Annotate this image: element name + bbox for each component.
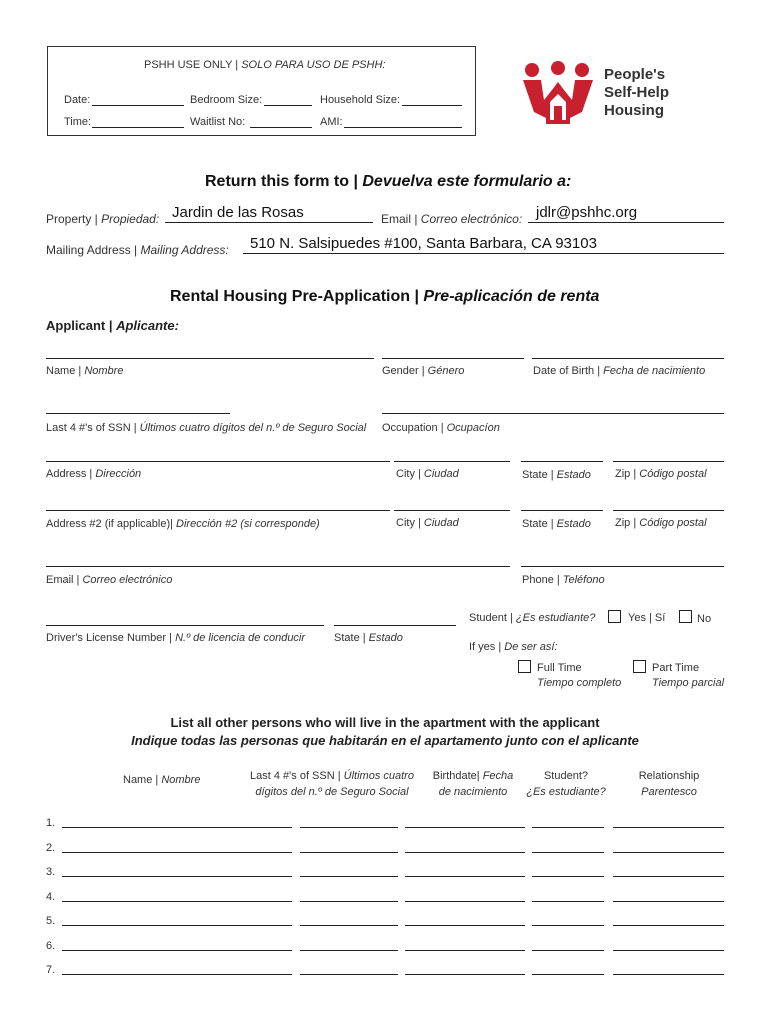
form-title: Rental Housing Pre-Application | Pre-aplicación de renta [170,288,600,305]
ami-field[interactable] [344,127,462,128]
row-number: 7. [46,964,56,976]
zip-field[interactable] [613,461,724,462]
return-email-label: Email | Correo electrónico: [381,212,523,226]
student-label: Student | ¿Es estudiante? [469,612,596,624]
row-name-field[interactable] [62,925,292,926]
office-use-box [47,46,476,136]
row-student-field[interactable] [532,925,604,926]
dl-state-label: State | Estado [334,632,403,644]
bedroom-label: Bedroom Size: [190,94,263,106]
row-ssn-field[interactable] [300,974,398,975]
row-relationship-field[interactable] [613,901,724,902]
row-name-field[interactable] [62,901,292,902]
property-line [165,222,373,223]
row-birthdate-field[interactable] [405,876,525,877]
name-field[interactable] [46,358,374,359]
ssn-label: Last 4 #'s of SSN | Últimos cuatro dígitos del n.º de Seguro Social [46,422,367,434]
time-label: Time: [64,116,92,128]
row-number: 4. [46,890,56,903]
household-field[interactable] [402,105,462,106]
row-student-field[interactable] [532,827,604,828]
row-relationship-field[interactable] [613,876,724,877]
ami-label: AMI: [320,116,343,128]
row-number: 2. [46,841,56,854]
row-ssn-field[interactable] [300,852,398,853]
date-field[interactable] [92,105,184,106]
row-student-field[interactable] [532,852,604,853]
time-field[interactable] [92,127,184,128]
return-email-line [528,222,724,223]
row-number: 6. [46,939,56,952]
mailing-value[interactable]: 510 N. Salsipuedes #100, Santa Barbara, CA 93103 [250,235,597,252]
student-no-checkbox[interactable] [679,610,692,623]
row-birthdate-field[interactable] [405,950,525,951]
city2-label: City | Ciudad [396,517,459,529]
row-birthdate-field[interactable] [405,852,525,853]
student-yes-checkbox[interactable] [608,610,621,623]
phone-label: Phone | Teléfono [522,574,605,586]
student-no-label: No [697,613,712,625]
email-field[interactable] [46,566,510,567]
bedroom-field[interactable] [264,105,312,106]
row-birthdate-field[interactable] [405,827,525,828]
row-name-field[interactable] [62,974,292,975]
applicant-heading: Applicant | Aplicante: [46,318,179,333]
row-number: 3. [46,866,56,878]
col-name-header: Name | Nombre [123,774,201,786]
zip2-label: Zip | Código postal [615,517,707,529]
address2-field[interactable] [46,510,390,511]
ssn-field[interactable] [46,413,230,414]
full-time-checkbox[interactable] [518,660,531,673]
dob-label: Date of Birth | Fecha de nacimiento [533,365,706,377]
row-name-field[interactable] [62,950,292,951]
return-email-value[interactable]: jdlr@pshhc.org [536,204,638,221]
house-people-icon [520,60,600,130]
state2-field[interactable] [521,510,603,511]
name-label: Name | Nombre [46,365,124,377]
state-field[interactable] [521,461,603,462]
logo-text: People's Self-Help Housing [604,66,670,119]
row-ssn-field[interactable] [300,827,398,828]
property-value[interactable]: Jardin de las Rosas [172,204,304,221]
mailing-line [243,253,724,254]
dob-field[interactable] [532,358,724,359]
row-ssn-field[interactable] [300,925,398,926]
if-yes-label: If yes | De ser así: [469,641,558,653]
occupation-field[interactable] [382,413,724,414]
row-student-field[interactable] [532,901,604,902]
row-number: 5. [46,915,56,927]
date-label: Date: [64,94,91,106]
waitlist-field[interactable] [250,127,312,128]
state2-label: State | Estado [522,518,591,530]
row-student-field[interactable] [532,974,604,975]
occupation-label: Occupation | Ocupacíon [382,422,500,434]
email-label: Email | Correo electrónico [46,574,173,586]
address-label: Address | Dirección [46,468,142,480]
part-time-checkbox[interactable] [633,660,646,673]
return-heading: Return this form to | Devuelva este formulario a: [205,173,572,190]
row-relationship-field[interactable] [613,827,724,828]
zip-label: Zip | Código postal [615,468,707,480]
row-student-field[interactable] [532,950,604,951]
waitlist-label: Waitlist No: [190,116,246,128]
row-name-field[interactable] [62,852,292,853]
dl-state-field[interactable] [334,625,456,626]
row-relationship-field[interactable] [613,852,724,853]
dl-field[interactable] [46,625,324,626]
property-label: Property | Propiedad: [46,212,160,226]
state-label: State | Estado [522,469,591,481]
row-relationship-field[interactable] [613,925,724,926]
row-name-field[interactable] [62,827,292,828]
phone-field[interactable] [521,566,724,567]
student-yes-label: Yes | Sí [628,612,666,624]
zip2-field[interactable] [613,510,724,511]
row-birthdate-field[interactable] [405,925,525,926]
col-ssn-header: Last 4 #'s of SSN | Últimos cuatro dígitos del n.º de Seguro Social [250,770,414,798]
others-heading: List all other persons who will live in the apartment with the applicant Indique todas las personas que habitarán en el apartamento junto con el aplicante [131,715,639,748]
row-relationship-field[interactable] [613,974,724,975]
address-field[interactable] [46,461,390,462]
mailing-label: Mailing Address | Mailing Address: [46,243,229,257]
row-student-field[interactable] [532,876,604,877]
full-time-label: Full Time Tiempo completo [537,662,622,689]
dl-label: Driver's License Number | N.º de licencia de conducir [46,632,306,644]
row-ssn-field[interactable] [300,876,398,877]
row-birthdate-field[interactable] [405,901,525,902]
office-use-title: PSHH USE ONLY | SOLO PARA USO DE PSHH: [144,59,386,71]
pshh-logo [520,60,690,130]
row-number: 1. [46,817,56,829]
gender-label: Gender | Género [382,365,465,377]
city2-field[interactable] [394,510,510,511]
part-time-label: Part Time Tiempo parcial [652,662,725,689]
row-ssn-field[interactable] [300,950,398,951]
row-name-field[interactable] [62,876,292,877]
col-relationship-header: Relationship Parentesco [638,770,700,798]
row-birthdate-field[interactable] [405,974,525,975]
row-ssn-field[interactable] [300,901,398,902]
city-label: City | Ciudad [396,468,459,480]
city-field[interactable] [394,461,510,462]
col-birthdate-header: Birthdate| Fecha de nacimiento [432,770,514,798]
gender-field[interactable] [382,358,524,359]
row-relationship-field[interactable] [613,950,724,951]
address2-label: Address #2 (if applicable)| Dirección #2 (si corresponde) [46,518,320,530]
col-student-header: Student? ¿Es estudiante? [526,770,606,798]
household-label: Household Size: [320,94,401,106]
